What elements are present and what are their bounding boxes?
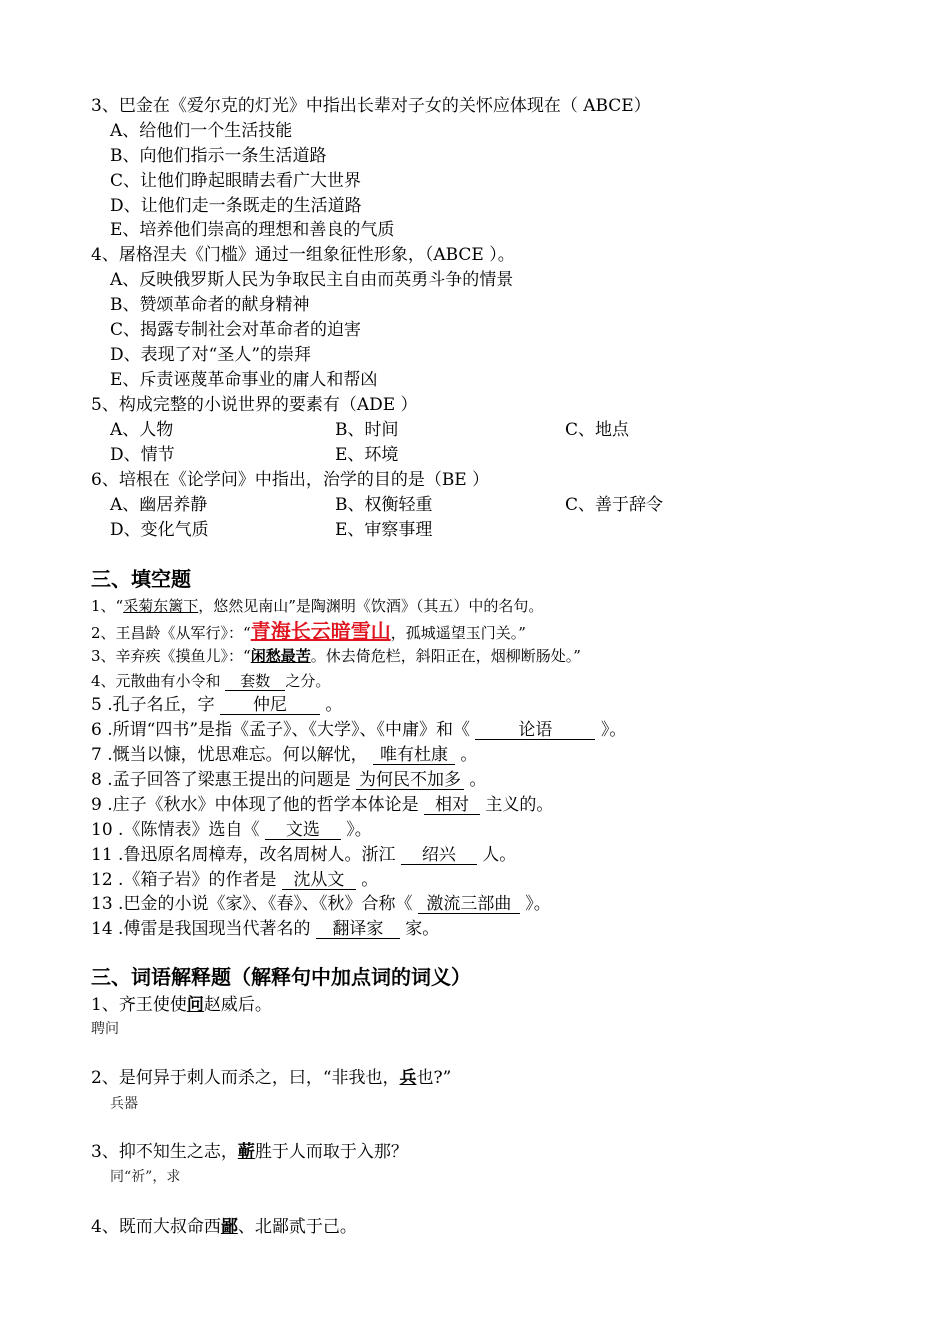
word-question: 3、抑不知生之志，蕲胜于人而取于入那？ <box>91 1142 408 1162</box>
fill-answer: 激流三部曲 <box>418 895 520 914</box>
fill-question: 7 .慨当以慷，忧思难忘。何以解忧， 唯有杜康 。 <box>91 745 478 765</box>
fill-answer: 闲愁最苦 <box>250 647 311 665</box>
fill-answer: 为何民不加多 <box>356 771 464 790</box>
question-stem: 4、屠格涅夫《门槛》通过一组象征性形象，（ABCE ）。 <box>91 245 515 265</box>
fill-answer: 唯有杜康 <box>373 746 455 765</box>
option: E、斥责诬蔑革命事业的庸人和帮凶 <box>110 370 378 390</box>
key-word: 鄙 <box>220 1217 238 1237</box>
fill-question: 14 .傅雷是我国现当代著名的 翻译家 家。 <box>91 919 440 939</box>
option: B、权衡轻重 <box>335 495 433 515</box>
fill-question: 4、元散曲有小令和 套数 之分。 <box>91 672 331 690</box>
option: D、让他们走一条既走的生活道路 <box>110 196 362 216</box>
word-answer: 同“祈”，求 <box>110 1169 181 1185</box>
word-question: 2、是何异于刺人而杀之，曰，“非我也，兵也?” <box>91 1068 452 1088</box>
word-answer: 聘问 <box>91 1021 119 1037</box>
option: C、地点 <box>565 420 630 440</box>
fill-answer: 翻译家 <box>316 920 400 939</box>
key-word: 问 <box>186 995 204 1015</box>
fill-answer: 文选 <box>265 821 341 840</box>
key-word: 蕲 <box>237 1142 255 1162</box>
fill-question: 11 .鲁迅原名周樟寿，改名周树人。浙江 绍兴 人。 <box>91 845 517 865</box>
question-stem: 6、培根在《论学问》中指出，治学的目的是（BE ） <box>91 470 490 490</box>
section-heading: 三、词语解释题（解释句中加点词的词义） <box>91 965 471 989</box>
fill-question: 8 .孟子回答了梁惠王提出的问题是 为何民不加多 。 <box>91 770 487 790</box>
fill-question: 2、王昌龄《从军行》：“青海长云暗雪山，孤城遥望玉门关。” <box>91 619 526 643</box>
question-stem: 3、巴金在《爱尔克的灯光》中指出长辈对子女的关怀应体现在（ ABCE） <box>91 96 651 116</box>
option: A、幽居养静 <box>110 495 208 515</box>
option: E、培养他们崇高的理想和善良的气质 <box>110 220 395 240</box>
fill-answer: 绍兴 <box>401 846 477 865</box>
option: C、善于辞令 <box>565 495 664 515</box>
fill-answer: 相对 <box>424 796 480 815</box>
option: A、给他们一个生活技能 <box>110 121 293 141</box>
fill-answer: 沈从文 <box>282 871 356 890</box>
fill-question: 3、辛弃疾《摸鱼儿》：“闲愁最苦。休去倚危栏，斜阳正在，烟柳断肠处。” <box>91 647 581 665</box>
fill-question: 6 .所谓“四书”是指《孟子》、《大学》、《中庸》和《 论语 》。 <box>91 720 627 740</box>
word-question: 1、齐王使使问赵威后。 <box>91 995 272 1015</box>
fill-answer: 仲尼 <box>220 696 320 715</box>
option: D、变化气质 <box>110 520 209 540</box>
option: E、环境 <box>335 445 399 465</box>
fill-question: 13 .巴金的小说《家》、《春》、《秋》合称《 激流三部曲 》。 <box>91 894 551 914</box>
option: A、人物 <box>110 420 174 440</box>
option: D、表现了对“圣人”的崇拜 <box>110 345 312 365</box>
option: C、揭露专制社会对革命者的迫害 <box>110 320 362 340</box>
fill-question: 5 .孔子名丘，字 仲尼 。 <box>91 695 343 715</box>
fill-question: 10 .《陈情表》选自《 文选 》。 <box>91 820 372 840</box>
fill-answer: 青海长云暗雪山 <box>250 619 391 643</box>
fill-question: 1、“采菊东篱下，悠然见南山”是陶渊明《饮酒》（其五）中的名句。 <box>91 597 544 615</box>
fill-answer: 套数 <box>225 672 285 691</box>
section-heading: 三、填空题 <box>91 567 191 591</box>
option: C、让他们睁起眼睛去看广大世界 <box>110 171 362 191</box>
option: B、赞颂革命者的献身精神 <box>110 295 310 315</box>
option: B、向他们指示一条生活道路 <box>110 146 327 166</box>
key-word: 兵 <box>399 1068 417 1088</box>
word-question: 4、既而大叔命西鄙、北鄙贰于己。 <box>91 1217 357 1237</box>
fill-answer: 论语 <box>475 721 595 740</box>
option: A、反映俄罗斯人民为争取民主自由而英勇斗争的情景 <box>110 270 514 290</box>
fill-question: 9 .庄子《秋水》中体现了他的哲学本体论是 相对 主义的。 <box>91 795 554 815</box>
fill-question: 12 .《箱子岩》的作者是 沈从文 。 <box>91 870 379 890</box>
question-stem: 5、构成完整的小说世界的要素有（ADE ） <box>91 395 418 415</box>
word-answer: 兵器 <box>110 1096 138 1112</box>
option: D、情节 <box>110 445 175 465</box>
fill-answer: 采菊东篱下 <box>123 597 199 615</box>
option: B、时间 <box>335 420 399 440</box>
option: E、审察事理 <box>335 520 433 540</box>
